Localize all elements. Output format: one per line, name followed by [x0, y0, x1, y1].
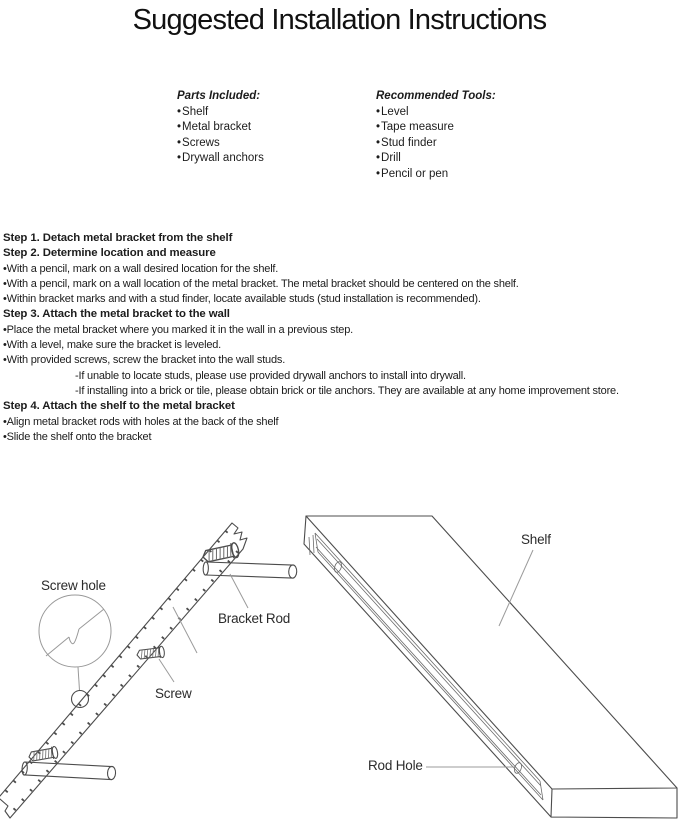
step-line: • With a level, make sure the bracket is leveled. [3, 338, 679, 353]
parts-included-heading: Parts Included: [177, 90, 261, 102]
page-title: Suggested Installation Instructions [132, 4, 547, 36]
list-item: • Level [376, 105, 496, 121]
installation-steps [3, 231, 679, 445]
step-line: • With provided screws, screw the bracket into the wall studs. [3, 353, 679, 368]
bracket-rod-top [203, 562, 297, 578]
shelf-drawing [304, 516, 677, 818]
list-item: • Metal bracket [177, 120, 264, 136]
screw-hole-magnifier [39, 595, 111, 708]
tools-items [376, 105, 496, 183]
step-line: -If unable to locate studs, please use provided drywall anchors to install into drywall. [75, 369, 466, 382]
list-item: • Shelf [177, 105, 264, 121]
screw-top [201, 542, 239, 564]
shelf-leader-line [499, 550, 533, 626]
step-line: • Place the metal bracket where you marked it in the wall in a previous step. [3, 323, 679, 338]
bracket-face-leader-line [173, 607, 197, 653]
screw-bottom [28, 746, 59, 763]
screw-leader-line [159, 659, 174, 682]
step-line: Step 2. Determine location and measure [3, 247, 216, 260]
list-item: • Stud finder [376, 136, 496, 152]
rod-hole-label: Rod Hole [368, 758, 423, 773]
step-line: -If installing into a brick or tile, please obtain brick or tile anchors. They are available at any home improvement store. [75, 384, 619, 397]
step-line: • With a pencil, mark on a wall desired location for the shelf. [3, 262, 679, 277]
screw-middle [136, 646, 165, 661]
step-line: • Align metal bracket rods with holes at the back of the shelf [3, 415, 679, 430]
parts-items [177, 105, 264, 167]
shelf-channel [309, 533, 543, 800]
list-item: • Tape measure [376, 120, 496, 136]
list-item: • Screws [177, 136, 264, 152]
recommended-tools-heading: Recommended Tools: [376, 90, 496, 102]
bracket-rod-bottom [22, 762, 116, 780]
screw-label: Screw [155, 686, 192, 701]
step-line: Step 1. Detach metal bracket from the shelf [3, 232, 233, 244]
metal-bracket-drawing [0, 523, 247, 818]
step-line: Step 4. Attach the shelf to the metal bracket [3, 400, 235, 413]
list-item: • Drywall anchors [177, 151, 264, 167]
parts-included-list [177, 89, 264, 167]
list-item: • Drill [376, 151, 496, 167]
bracket-rod-label: Bracket Rod [218, 611, 291, 626]
shelf-label: Shelf [521, 532, 551, 547]
installation-diagram [0, 480, 679, 821]
recommended-tools-list [376, 89, 496, 182]
step-line: Step 3. Attach the metal bracket to the wall [3, 308, 230, 321]
screw-hole-label: Screw hole [41, 578, 106, 593]
list-item: • Pencil or pen [376, 167, 496, 183]
bracket-rod-leader-line [230, 574, 248, 608]
step-line: • With a pencil, mark on a wall location of the metal bracket. The metal bracket should be centered on the shelf. [3, 277, 679, 292]
step-line: • Slide the shelf onto the bracket [3, 430, 679, 445]
step-line: • Within bracket marks and with a stud finder, locate available studs (stud installation is recommended). [3, 292, 679, 307]
